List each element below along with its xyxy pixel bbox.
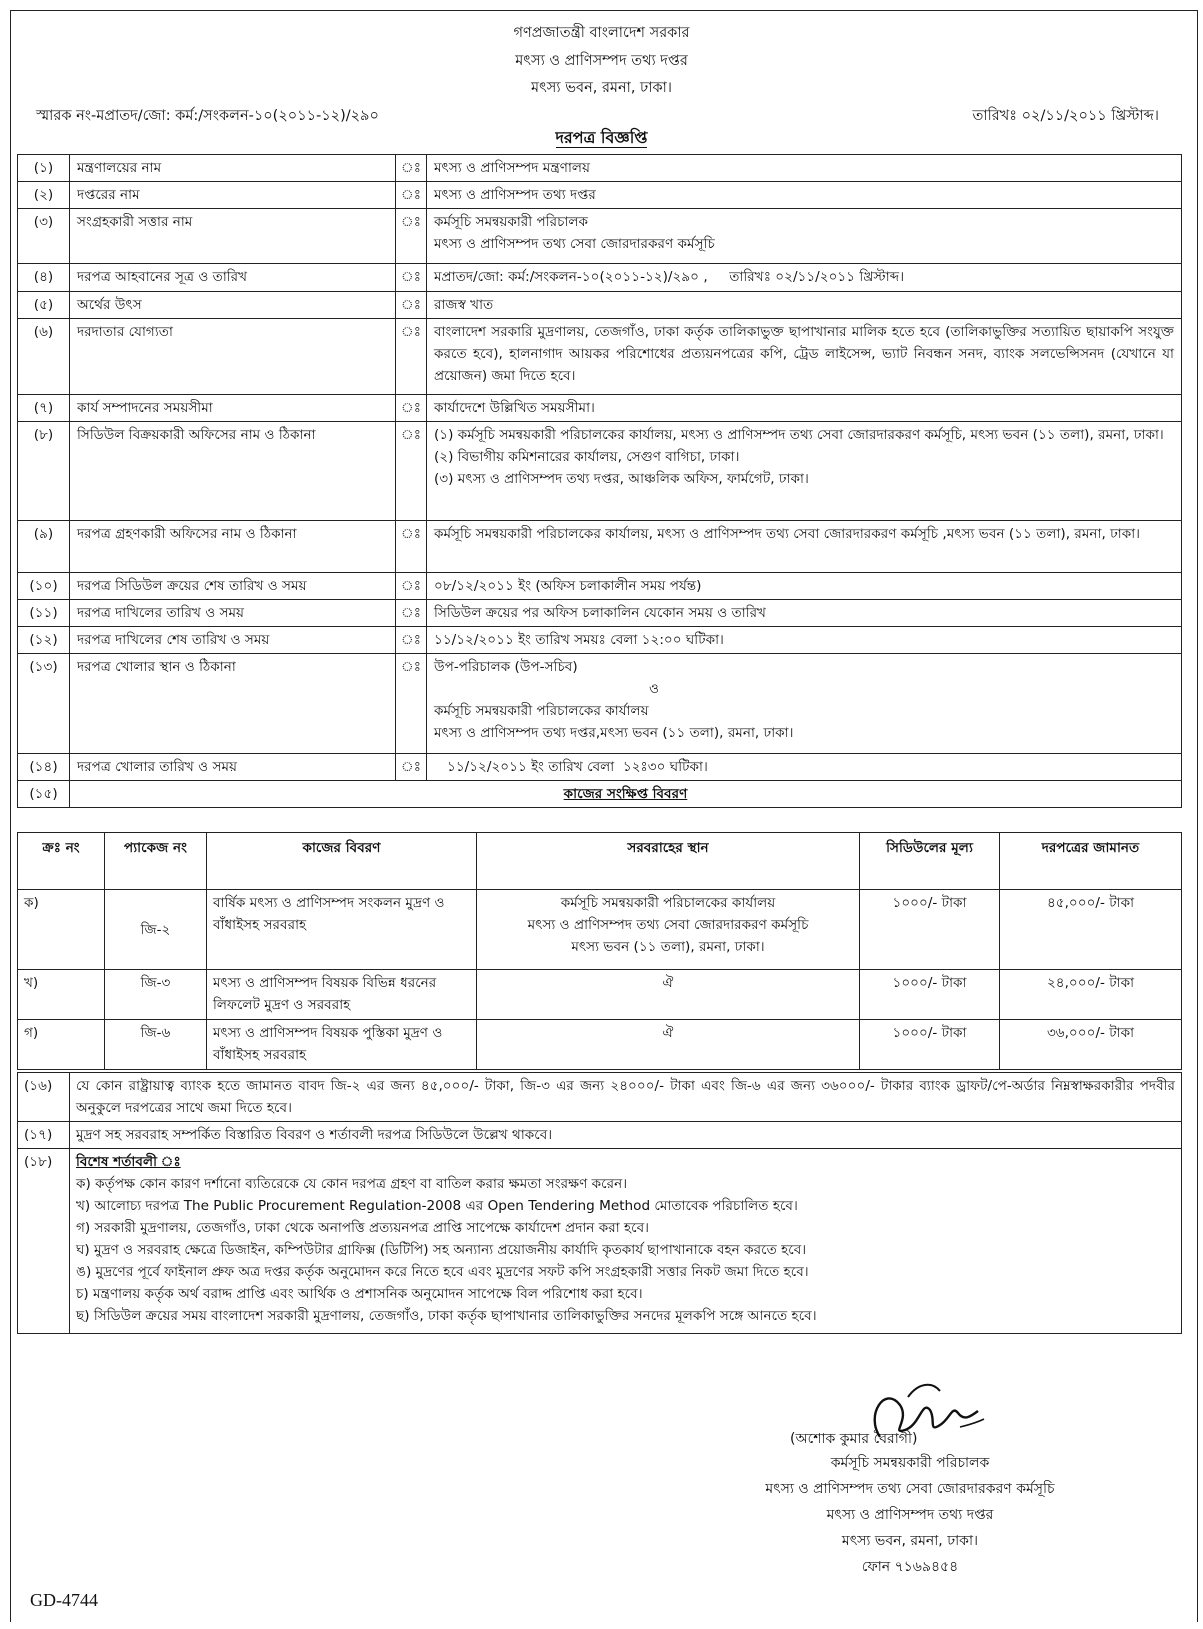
row-label: দরপত্র খোলার তারিখ ও সময়	[70, 754, 396, 781]
list-item: চ) মন্ত্রণালয় কর্তৃক অর্থ বরাদ্দ প্রাপ্তি এবং আর্থিক ও প্রশাসনিক অনুমোদন সাপেক্ষে বিল পরিশোধ করা হবে।	[76, 1286, 643, 1302]
signature-block	[700, 1450, 1120, 1580]
row-number: (১)	[18, 155, 70, 182]
row-number: (৬)	[18, 319, 70, 395]
cell-package: জি-৬	[105, 1020, 207, 1070]
info-row	[18, 754, 1182, 781]
signatory-program: মৎস্য ও প্রাণিসম্পদ তথ্য সেবা জোরদারকরণ কর্মসূচি	[765, 1481, 1055, 1497]
list-item: ক) কর্তৃপক্ষ কোন কারণ দর্শানো ব্যতিরেকে যে কোন দরপত্র গ্রহণ বা বাতিল করার ক্ষমতা সংরক্ষণ করেন।	[76, 1176, 628, 1192]
col-header-sl: ক্রঃ নং	[18, 833, 105, 890]
row-colon: ঃ	[396, 654, 427, 754]
row-value-line: ও	[649, 681, 660, 697]
cell-place	[477, 890, 860, 970]
row-value	[427, 319, 1182, 395]
row-value: ১১/১২/২০১১ ইং তারিখ বেলা ১২ঃ৩০ ঘটিকা।	[427, 754, 1182, 781]
table-row	[18, 1020, 1182, 1070]
row-value-line: (২) বিভাগীয় কমিশনারের কার্যালয়, সেগুণ বাগিচা, ঢাকা।	[434, 449, 740, 465]
row-colon: ঃ	[396, 573, 427, 600]
row-label: দরপত্র সিডিউল ক্রয়ের শেষ তারিখ ও সময়	[70, 573, 396, 600]
special-conditions-title	[76, 1151, 1175, 1173]
condition-row	[18, 1122, 1182, 1149]
col-header-desc: কাজের বিবরণ	[207, 833, 477, 890]
row-value	[427, 654, 1182, 754]
row-number: (১২)	[18, 627, 70, 654]
row-label: দপ্তরের নাম	[70, 182, 396, 209]
row-colon: ঃ	[396, 182, 427, 209]
row-value: কার্যাদেশে উল্লিখিত সময়সীমা।	[427, 395, 1182, 422]
condition-row	[18, 1149, 1182, 1334]
info-row	[18, 781, 1182, 808]
list-item: ঙ) মুদ্রণের পূর্বে ফাইনাল প্রুফ অত্র দপ্তর কর্তৃক অনুমোদন করে নিতে হবে এবং মুদ্রণের সফট কপি সংগ্রহকারী সত্তার নিকট জমা দিতে হবে।	[76, 1264, 809, 1280]
row-colon: ঃ	[396, 627, 427, 654]
cell-sl: ক)	[18, 890, 105, 970]
info-row	[18, 573, 1182, 600]
condition-row	[18, 1073, 1182, 1122]
row-colon: ঃ	[396, 264, 427, 292]
signatory-address: মৎস্য ভবন, রমনা, ঢাকা।	[841, 1533, 979, 1549]
col-header-place: সরবরাহের স্থান	[477, 833, 860, 890]
row-value	[427, 209, 1182, 264]
row-value-line: উপ-পরিচালক (উপ-সচিব)	[434, 659, 578, 675]
row-value	[427, 422, 1182, 521]
list-item: ছ) সিডিউল ক্রয়ের সময় বাংলাদেশ সরকারী মুদ্রণালয়, তেজগাঁও, ঢাকা কর্তৃক ছাপাখানার তালিকাভুক্তির সনদের মূলকপি সঙ্গে আনতে হবে।	[76, 1308, 817, 1324]
row-value-line: মৎস্য ও প্রাণিসম্পদ তথ্য সেবা জোরদারকরণ কর্মসূচি	[434, 236, 715, 252]
info-row	[18, 292, 1182, 319]
section-title	[70, 781, 1182, 808]
work-header-row	[18, 833, 1182, 890]
section-title-text: কাজের সংক্ষিপ্ত বিবরণ	[563, 786, 688, 802]
spacer	[76, 1327, 1175, 1331]
info-row	[18, 319, 1182, 395]
cell-price: ১০০০/- টাকা	[860, 1020, 1000, 1070]
row-value-text: কর্মসূচি সমন্বয়কারী পরিচালকের কার্যালয়, মৎস্য ও প্রাণিসম্পদ তথ্য সেবা জোরদারকরণ কর্মসূচি ,মৎস্য ভবন (১১ তলা), রমনা, ঢাকা।	[434, 526, 1141, 542]
row-value-line: মৎস্য ও প্রাণিসম্পদ তথ্য দপ্তর,মৎস্য ভবন (১১ তলা), রমনা, ঢাকা।	[434, 725, 794, 741]
row-number: (৯)	[18, 521, 70, 573]
work-table	[17, 832, 1182, 1070]
header-address: মৎস্য ভবন, রমনা, ঢাকা।	[531, 80, 672, 96]
row-label: সিডিউল বিক্রয়কারী অফিসের নাম ও ঠিকানা	[70, 422, 396, 521]
info-table	[17, 154, 1182, 808]
row-value: মৎস্য ও প্রাণিসম্পদ তথ্য দপ্তর	[427, 182, 1182, 209]
row-value-line: (৩) মৎস্য ও প্রাণিসম্পদ তথ্য দপ্তর, আঞ্চলিক অফিস, ফার্মগেট, ঢাকা।	[434, 471, 809, 487]
info-row	[18, 600, 1182, 627]
row-colon: ঃ	[396, 209, 427, 264]
cell-package: জি-২	[105, 890, 207, 970]
row-label: দরপত্র আহবানের সূত্র ও তারিখ	[70, 264, 396, 292]
col-header-security: দরপত্রের জামানত	[1000, 833, 1182, 890]
special-conditions	[70, 1149, 1182, 1334]
info-row	[18, 209, 1182, 264]
row-number: (৫)	[18, 292, 70, 319]
row-label: কার্য সম্পাদনের সময়সীমা	[70, 395, 396, 422]
info-row	[18, 264, 1182, 292]
cell-package: জি-৩	[105, 970, 207, 1020]
cell-desc: মৎস্য ও প্রাণিসম্পদ বিষয়ক পুস্তিকা মুদ্রণ ও বাঁধাইসহ সরবরাহ	[207, 1020, 477, 1070]
row-number: (১৩)	[18, 654, 70, 754]
info-row	[18, 654, 1182, 754]
cell-price: ১০০০/- টাকা	[860, 890, 1000, 970]
row-label: দরপত্র দাখিলের শেষ তারিখ ও সময়	[70, 627, 396, 654]
row-label: সংগ্রহকারী সত্তার নাম	[70, 209, 396, 264]
row-number: (৩)	[18, 209, 70, 264]
row-number: (১৭)	[18, 1122, 70, 1149]
header-department: মৎস্য ও প্রাণিসম্পদ তথ্য দপ্তর	[515, 53, 688, 69]
row-value: মুদ্রণ সহ সরবরাহ সম্পর্কিত বিস্তারিত বিবরণ ও শর্তাবলী দরপত্র সিডিউলে উল্লেখ থাকবে।	[70, 1122, 1182, 1149]
memo-number: স্মারক নং-মপ্রাতদ/জো: কর্ম:/সংকলন-১০(২০১১-১২)/২৯০	[36, 108, 379, 124]
cell-place: ঐ	[477, 1020, 860, 1070]
row-number: (২)	[18, 182, 70, 209]
cell-security: ৪৫,০০০/- টাকা	[1000, 890, 1182, 970]
row-value	[427, 521, 1182, 573]
list-item: গ) সরকারী মুদ্রণালয়, তেজগাঁও, ঢাকা থেকে অনাপত্তি প্রত্যয়নপত্র প্রাপ্তি সাপেক্ষে কার্যাদেশ প্রদান করা হবে।	[76, 1220, 649, 1236]
row-value: যে কোন রাষ্ট্রায়াত্ব ব্যাংক হতে জামানত বাবদ জি-২ এর জন্য ৪৫,০০০/- টাকা, জি-৩ এর জন্য ২৪০০০/- টাকা এবং জি-৬ এর জন্য ৩৬০০০/- টাকার ব্যাংক ড্রাফট/পে-অর্ডার নিম্নস্বাক্ষরকারীর পদবীর অনুকুলে দরপত্রের সাথে জমা দিতে হবে।	[70, 1073, 1182, 1122]
row-value: মপ্রাতদ/জো: কর্ম:/সংকলন-১০(২০১১-১২)/২৯০ , তারিখঃ ০২/১১/২০১১ খ্রিস্টাব্দ।	[427, 264, 1182, 292]
cell-place: ঐ	[477, 970, 860, 1020]
notice-title	[0, 125, 1203, 152]
row-value-line: (১) কর্মসূচি সমন্বয়কারী পরিচালকের কার্যালয়, মৎস্য ও প্রাণিসম্পদ তথ্য সেবা জোরদারকরণ কর্মসূচি, মৎস্য ভবন (১১ তলা), রমনা, ঢাকা।	[434, 427, 1164, 443]
row-number: (১০)	[18, 573, 70, 600]
list-item: ঘ) মুদ্রণ ও সরবরাহ ক্ষেত্রে ডিজাইন, কম্পিউটার গ্রাফিক্স (ডিটিপি) সহ অন্যান্য প্রয়োজনীয় কার্যাদি কৃতকার্য ছাপাখানাকে বহন করতে হবে।	[76, 1242, 807, 1258]
table-row	[18, 890, 1182, 970]
row-colon: ঃ	[396, 155, 427, 182]
table-row	[18, 970, 1182, 1020]
row-colon: ঃ	[396, 600, 427, 627]
col-header-price: সিডিউলের মূল্য	[860, 833, 1000, 890]
row-number: (৮)	[18, 422, 70, 521]
row-value: রাজস্ব খাত	[427, 292, 1182, 319]
cell-desc: মৎস্য ও প্রাণিসম্পদ বিষয়ক বিভিন্ন ধরনের লিফলেট মুদ্রণ ও সরবরাহ	[207, 970, 477, 1020]
row-colon: ঃ	[396, 754, 427, 781]
row-colon: ঃ	[396, 422, 427, 521]
signatory-department: মৎস্য ও প্রাণিসম্পদ তথ্য দপ্তর	[826, 1507, 994, 1523]
header-government: গণপ্রজাতন্ত্রী বাংলাদেশ সরকার	[513, 25, 690, 41]
signatory-title: কর্মসূচি সমন্বয়কারী পরিচালক	[830, 1455, 990, 1471]
row-colon: ঃ	[396, 395, 427, 422]
notice-title-text: দরপত্র বিজ্ঞপ্তি	[555, 128, 648, 147]
row-number: (১৬)	[18, 1073, 70, 1122]
cell-sl: গ)	[18, 1020, 105, 1070]
memo-date: তারিখঃ ০২/১১/২০১১ খ্রিস্টাব্দ।	[972, 108, 1159, 124]
row-label: মন্ত্রণালয়ের নাম	[70, 155, 396, 182]
row-value: মৎস্য ও প্রাণিসম্পদ মন্ত্রণালয়	[427, 155, 1182, 182]
cell-place-line: কর্মসূচি সমন্বয়কারী পরিচালকের কার্যালয়	[560, 895, 776, 911]
cell-desc: বার্ষিক মৎস্য ও প্রাণিসম্পদ সংকলন মুদ্রণ ও বাঁধাইসহ সরবরাহ	[207, 890, 477, 970]
row-number: (১৫)	[18, 781, 70, 808]
row-label: দরদাতার যোগ্যতা	[70, 319, 396, 395]
row-value: সিডিউল ক্রয়ের পর অফিস চলাকালিন যেকোন সময় ও তারিখ	[427, 600, 1182, 627]
row-value-text: বাংলাদেশ সরকারি মুদ্রণালয়, তেজগাঁও, ঢাকা কর্তৃক তালিকাভুক্ত ছাপাখানার মালিক হতে হবে (তালিকাভুক্তির সত্যায়িত ছায়াকপি সংযুক্ত করতে হবে), হালনাগাদ আয়কর পরিশোধের প্রত্যয়নপত্রের কপি, ট্রেড লাইসেন্স, ভ্যাট নিবন্ধন সনদ, ব্যাংক সলভেন্সিসনদ (যেখানে যা প্রয়োজন) জমা দিতে হবে।	[434, 324, 1174, 384]
info-row	[18, 521, 1182, 573]
row-colon: ঃ	[396, 292, 427, 319]
row-value: ১১/১২/২০১১ ইং তারিখ সময়ঃ বেলা ১২:০০ ঘটিকা।	[427, 627, 1182, 654]
row-colon: ঃ	[396, 319, 427, 395]
signatory-phone: ফোন ৭১৬৯৪৫৪	[861, 1559, 959, 1575]
row-label: দরপত্র গ্রহণকারী অফিসের নাম ও ঠিকানা	[70, 521, 396, 573]
row-number: (১১)	[18, 600, 70, 627]
col-header-package: প্যাকেজ নং	[105, 833, 207, 890]
info-row	[18, 627, 1182, 654]
info-row	[18, 422, 1182, 521]
row-number: (৪)	[18, 264, 70, 292]
footer-code: GD-4744	[30, 1590, 98, 1610]
conditions-table	[17, 1072, 1182, 1334]
row-colon: ঃ	[396, 521, 427, 573]
cell-place-line: মৎস্য ও প্রাণিসম্পদ তথ্য সেবা জোরদারকরণ কর্মসূচি	[527, 917, 809, 933]
info-row	[18, 395, 1182, 422]
cell-security: ৩৬,০০০/- টাকা	[1000, 1020, 1182, 1070]
list-item: খ) আলোচ্য দরপত্র The Public Procurement Regulation-2008 এর Open Tendering Method মোতাবেক পরিচালিত হবে।	[76, 1198, 798, 1214]
special-conditions-title-text: বিশেষ শর্তাবলী ঃ	[76, 1154, 181, 1170]
signatory-name: (অশোক কুমার বৈরাগী)	[790, 1431, 918, 1447]
cell-sl: খ)	[18, 970, 105, 1020]
row-value-line: কর্মসূচি সমন্বয়কারী পরিচালক	[434, 214, 588, 230]
row-number: (৭)	[18, 395, 70, 422]
row-value-line: কর্মসূচি সমন্বয়কারী পরিচালকের কার্যালয়	[434, 703, 649, 719]
row-label: অর্থের উৎস	[70, 292, 396, 319]
row-value: ০৮/১২/২০১১ ইং (অফিস চলাকালীন সময় পর্যন্ত)	[427, 573, 1182, 600]
row-label: দরপত্র দাখিলের তারিখ ও সময়	[70, 600, 396, 627]
row-number: (১৮)	[18, 1149, 70, 1334]
row-number: (১৪)	[18, 754, 70, 781]
cell-security: ২৪,০০০/- টাকা	[1000, 970, 1182, 1020]
cell-price: ১০০০/- টাকা	[860, 970, 1000, 1020]
row-label: দরপত্র খোলার স্থান ও ঠিকানা	[70, 654, 396, 754]
info-row	[18, 155, 1182, 182]
cell-place-line: মৎস্য ভবন (১১ তলা), রমনা, ঢাকা।	[571, 939, 765, 955]
info-row	[18, 182, 1182, 209]
